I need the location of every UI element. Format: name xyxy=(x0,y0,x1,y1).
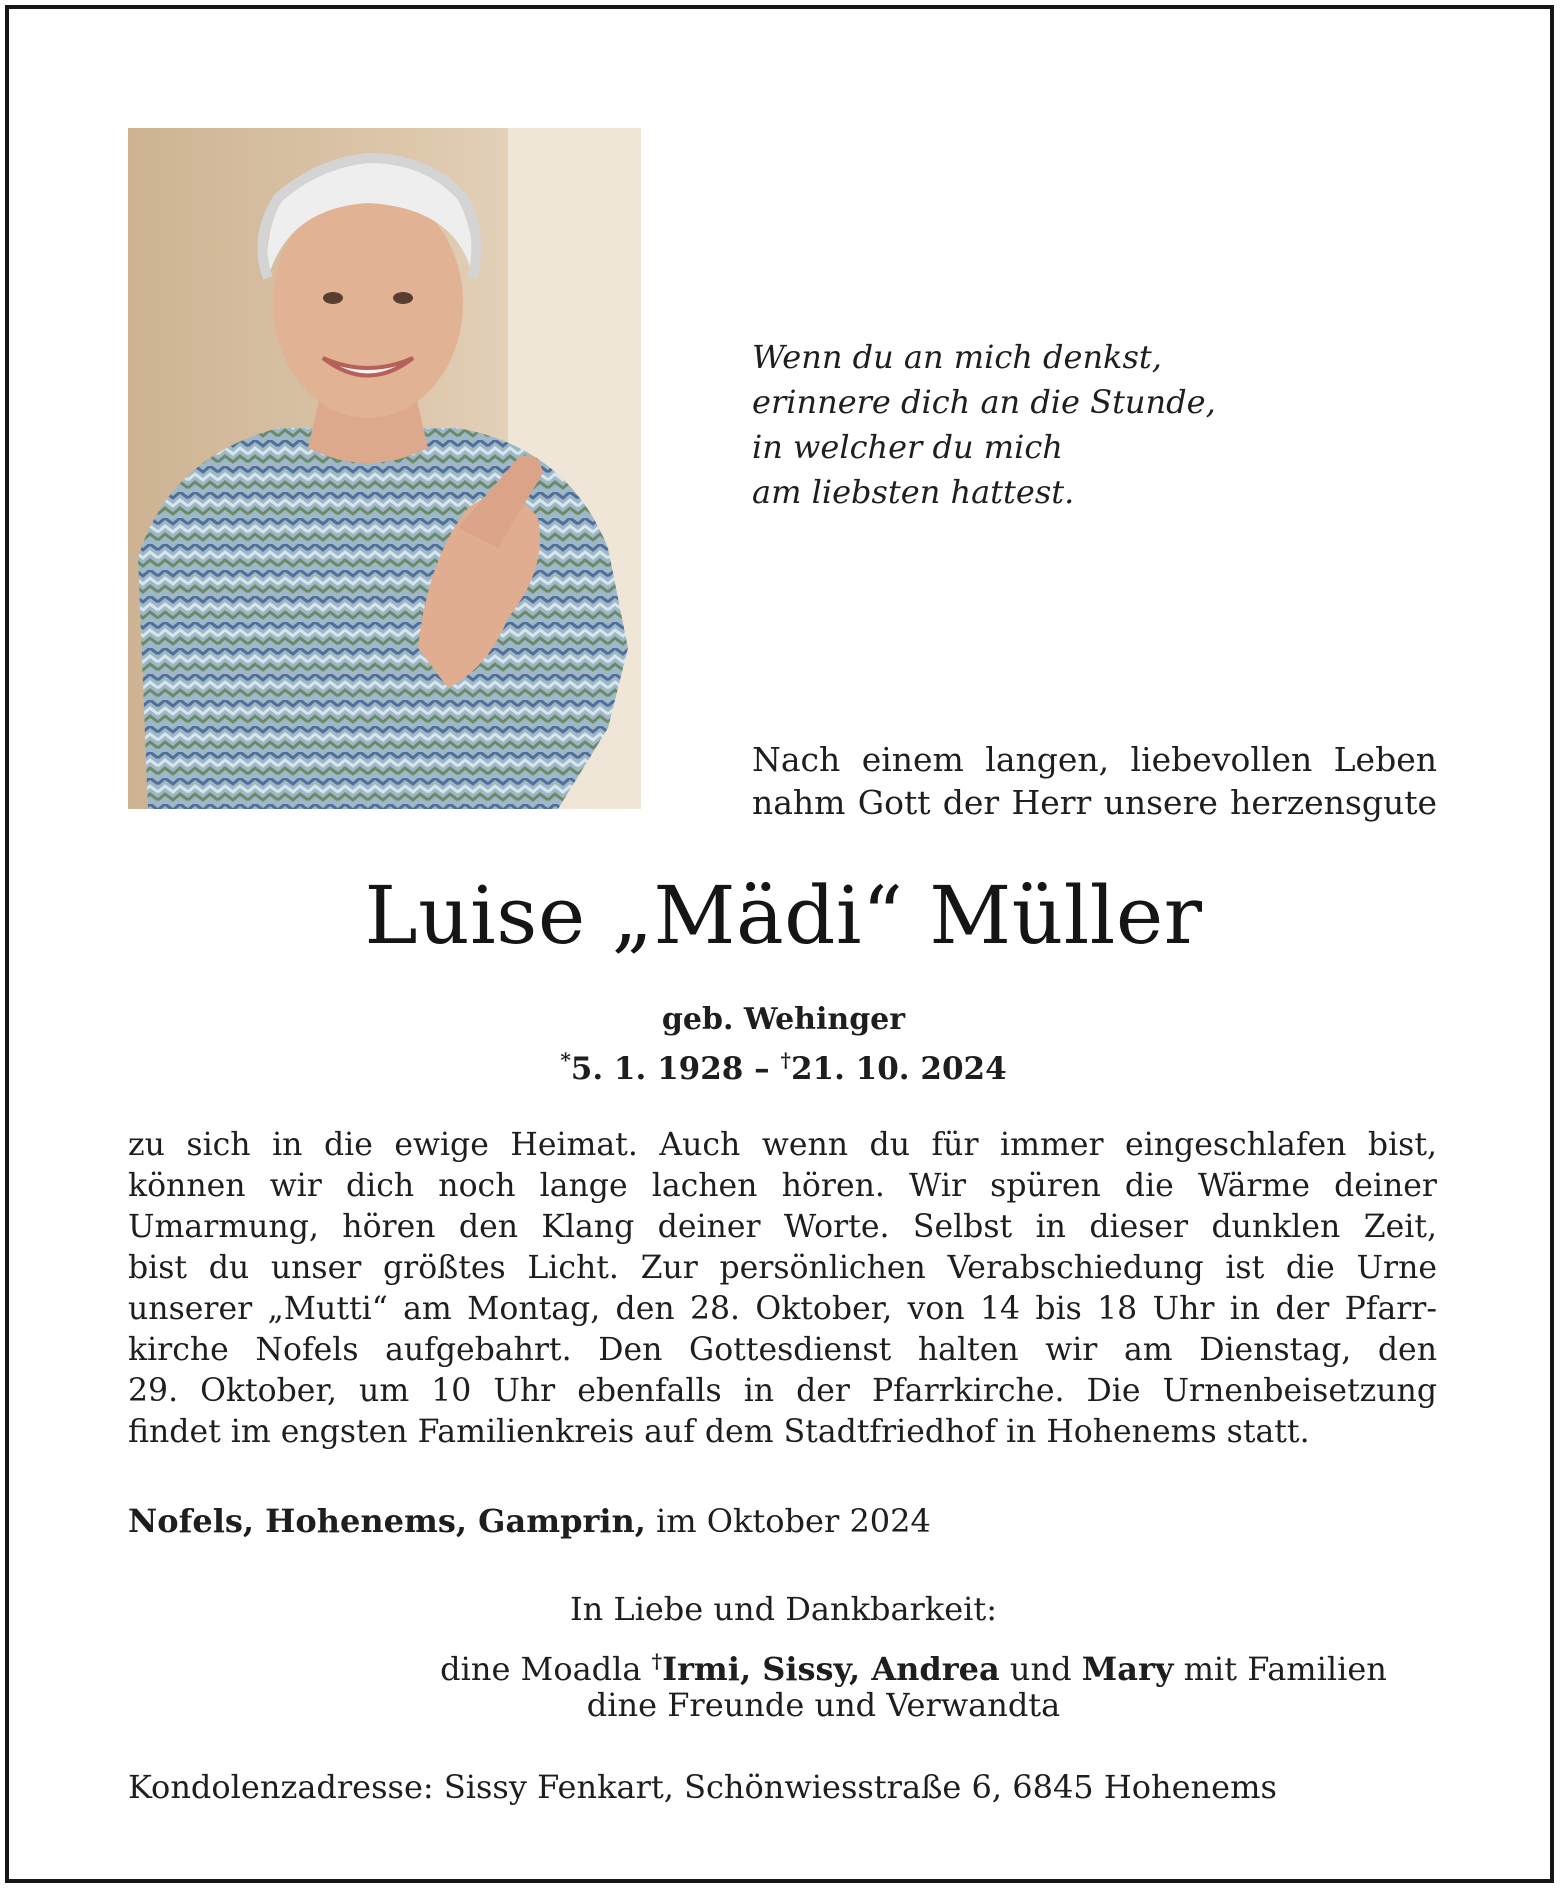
closing-line: In Liebe und Dankbarkeit: xyxy=(569,1590,998,1628)
birth-name: geb. Wehinger xyxy=(661,1002,906,1037)
signers-suffix: mit Familien xyxy=(1173,1650,1387,1688)
birth-date: 5. 1. 1928 xyxy=(570,1051,744,1087)
signers-last-name: Mary xyxy=(1081,1650,1174,1688)
mourners-family xyxy=(0,1640,1567,1690)
body-line: findet im engsten Familienkreis auf dem Stadtfriedhof in Hohenems statt. xyxy=(128,1414,1310,1450)
quote-verse xyxy=(752,335,1472,515)
body-line: Umarmung, hören den Klang deiner Worte. Selbst in dieser dunklen Zeit, xyxy=(128,1209,1437,1245)
body-line: zu sich in die ewige Heimat. Auch wenn du für immer eingeschlafen bist, xyxy=(128,1127,1437,1163)
mourners-friends: dine Freunde und Verwandta xyxy=(586,1686,1061,1724)
intro-line: Nach einem langen, liebevollen Leben xyxy=(752,740,1437,779)
intro-line: nahm Gott der Herr unsere herzensgute xyxy=(752,783,1437,822)
quote-line: am liebsten hattest. xyxy=(752,473,1075,511)
quote-line: in welcher du mich xyxy=(752,428,1063,466)
place-names: Nofels, Hohenems, Gamprin, xyxy=(128,1502,646,1540)
body-line: bist du unser größtes Licht. Zur persönlichen Verabschiedung ist die Urne xyxy=(128,1250,1437,1286)
place-date xyxy=(128,1500,931,1542)
death-date: 21. 10. 2024 xyxy=(790,1051,1007,1087)
intro-text xyxy=(752,738,1437,824)
body-line: unserer „Mutti“ am Montag, den 28. Oktober, von 14 bis 18 Uhr in der Pfarr- xyxy=(128,1291,1437,1327)
condolence-address: Kondolenzadresse: Sissy Fenkart, Schönwiesstraße 6, 6845 Hohenems xyxy=(128,1768,1277,1806)
body-line: kirche Nofels aufgebahrt. Den Gottesdienst halten wir am Dienstag, den xyxy=(128,1332,1437,1368)
signers-prefix: dine Moadla xyxy=(440,1650,652,1688)
deceased-name: Luise „Mädi“ Müller xyxy=(364,869,1203,962)
life-dates xyxy=(0,1040,1567,1089)
portrait-photo xyxy=(128,128,641,809)
quote-line: erinnere dich an die Stunde, xyxy=(752,383,1216,421)
body-line: 29. Oktober, um 10 Uhr ebenfalls in der Pfarrkirche. Die Urnenbeisetzung xyxy=(128,1373,1437,1409)
date-dash: – xyxy=(743,1051,781,1087)
portrait-image xyxy=(128,128,641,809)
quote-line: Wenn du an mich denkst, xyxy=(752,338,1162,376)
body-text xyxy=(128,1125,1437,1453)
signers-names: Irmi, Sissy, Andrea xyxy=(662,1650,1000,1688)
place-month: im Oktober 2024 xyxy=(645,1502,931,1540)
cross-symbol: † xyxy=(651,1649,663,1673)
signers-and: und xyxy=(999,1650,1082,1688)
death-symbol: † xyxy=(780,1048,791,1072)
body-line: können wir dich noch lange lachen hören. Wir spüren die Wärme deiner xyxy=(128,1168,1437,1204)
birth-symbol: * xyxy=(560,1048,571,1072)
